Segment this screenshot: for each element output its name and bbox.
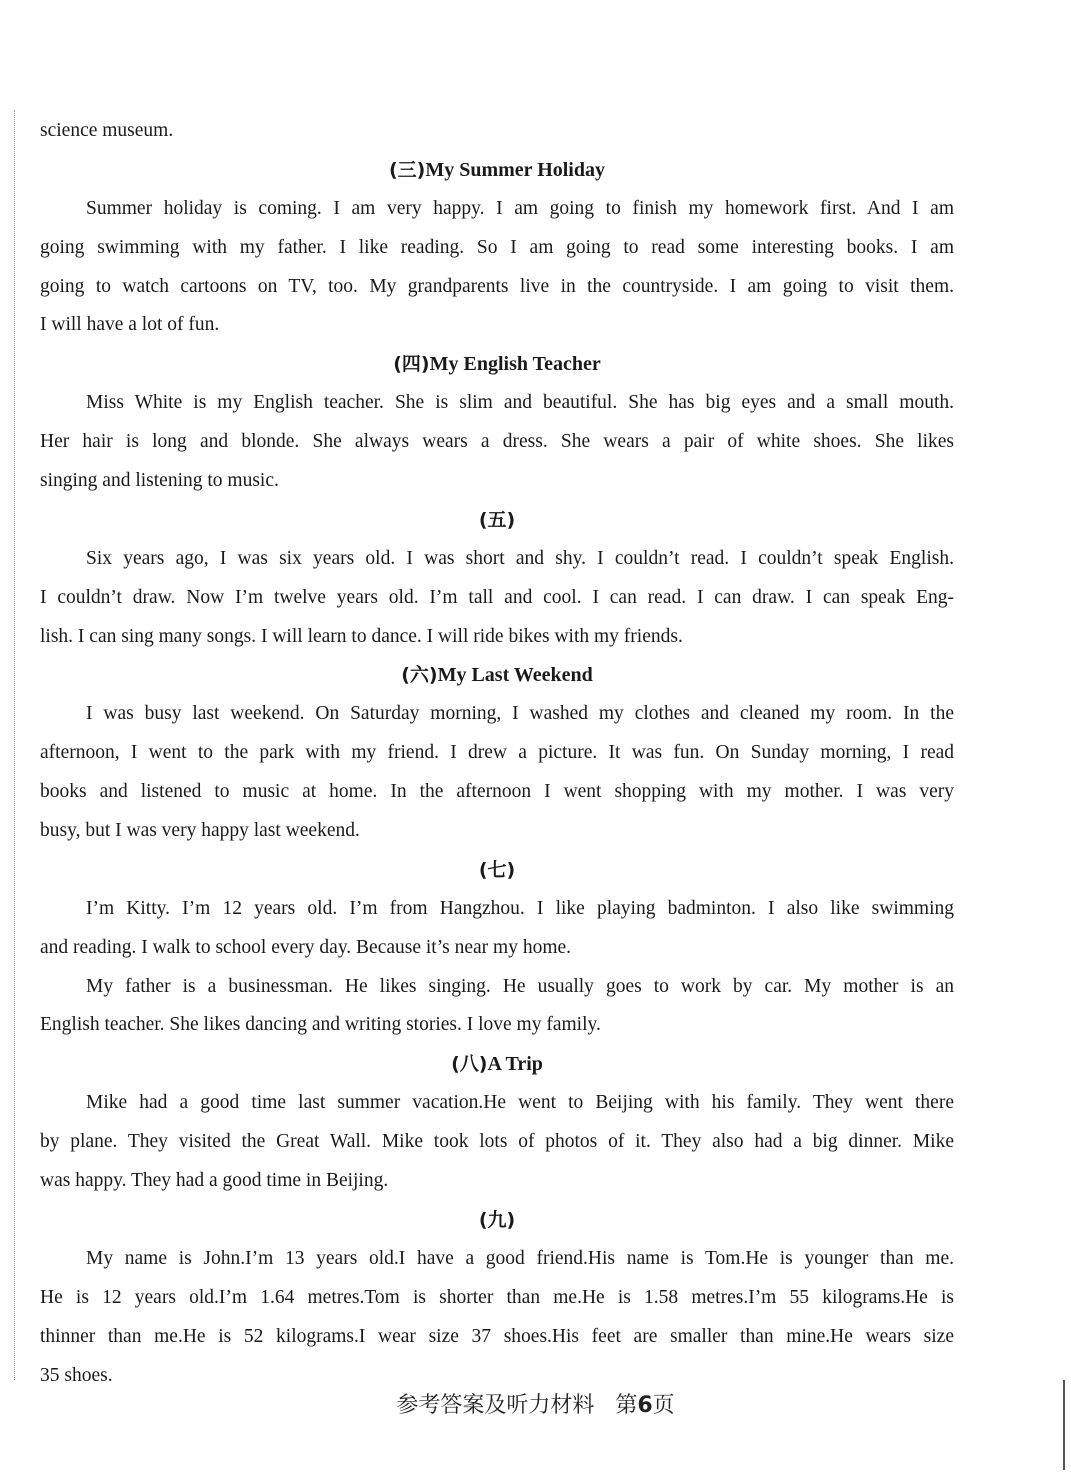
- paragraph-line: afternoon, I went to the park with my friend. I drew a picture. It was fun. On Sunday morning, I read: [40, 742, 954, 764]
- paragraph-line: My name is John.I’m 13 years old.I have a good friend.His name is Tom.He is younger than me.: [86, 1247, 954, 1269]
- section-number: (五): [478, 508, 516, 531]
- section-number: (三): [388, 158, 426, 181]
- paragraph-line: I was busy last weekend. On Saturday morning, I washed my clothes and cleaned my room. In the: [86, 703, 954, 725]
- section-title: My Last Weekend: [437, 664, 593, 687]
- section-number: (四): [393, 353, 430, 376]
- paragraph-line: I will have a lot of fun.: [40, 314, 220, 336]
- footer-page-suffix: 页: [652, 1393, 675, 1418]
- paragraph-line: going to watch cartoons on TV, too. My grandparents live in the countryside. I am going to visit them.: [40, 275, 954, 297]
- paragraph-line: Mike had a good time last summer vacation.He went to Beijing with his family. They went there: [86, 1092, 954, 1114]
- paragraph-line: Her hair is long and blonde. She always wears a dress. She wears a pair of white shoes. She likes: [40, 431, 954, 453]
- section-number: (九): [478, 1208, 516, 1231]
- section-number: (六): [401, 664, 438, 687]
- section-heading: [40, 1201, 954, 1240]
- paragraph-line: thinner than me.He is 52 kilograms.I wear size 37 shoes.His feet are smaller than mine.He wears size: [40, 1325, 954, 1347]
- section-heading: [40, 1045, 954, 1084]
- footer-page-number: 6: [637, 1393, 653, 1418]
- section-heading: [40, 151, 954, 190]
- section-heading: [40, 851, 954, 890]
- paragraph-line: was happy. They had a good time in Beijing.: [40, 1170, 389, 1192]
- left-margin-rule: [14, 110, 15, 1380]
- paragraph-line: He is 12 years old.I’m 1.64 metres.Tom is shorter than me.He is 1.58 metres.I’m 55 kilograms.He is: [40, 1286, 954, 1308]
- paragraph-line: 35 shoes.: [40, 1364, 113, 1386]
- section-title: My English Teacher: [429, 353, 601, 376]
- answer-text-body: [40, 112, 954, 1395]
- paragraph-line: My father is a businessman. He likes singing. He usually goes to work by car. My mother is an: [86, 975, 954, 997]
- paragraph-line: Six years ago, I was six years old. I was short and shy. I couldn’t read. I couldn’t speak English.: [86, 547, 954, 569]
- paragraph-line: I couldn’t draw. Now I’m twelve years old. I’m tall and cool. I can read. I can draw. I can speak Eng-: [40, 586, 954, 608]
- footer-label: 参考答案及听力材料: [396, 1393, 595, 1418]
- paragraph-line: books and listened to music at home. In the afternoon I went shopping with my mother. I was very: [40, 781, 954, 803]
- footer-page-prefix: 第: [615, 1393, 638, 1418]
- section-title: My Summer Holiday: [425, 158, 605, 181]
- page-footer: [0, 1388, 1071, 1419]
- paragraph-line: Miss White is my English teacher. She is slim and beautiful. She has big eyes and a small mouth.: [86, 392, 954, 414]
- paragraph-line: singing and listening to music.: [40, 470, 279, 492]
- paragraph-line: Summer holiday is coming. I am very happy. I am going to finish my homework first. And I am: [86, 197, 954, 219]
- section-heading: [40, 345, 954, 384]
- paragraph-line: going swimming with my father. I like reading. So I am going to read some interesting books. I am: [40, 236, 954, 258]
- paragraph-line: I’m Kitty. I’m 12 years old. I’m from Hangzhou. I like playing badminton. I also like swimming: [86, 897, 954, 919]
- section-number: (七): [478, 858, 516, 881]
- paragraph-line: busy, but I was very happy last weekend.: [40, 820, 360, 842]
- section-number: (八): [451, 1053, 488, 1076]
- section-heading: [40, 501, 954, 540]
- paragraph-line: by plane. They visited the Great Wall. Mike took lots of photos of it. They also had a big dinner. Mike: [40, 1131, 954, 1153]
- paragraph-line: and reading. I walk to school every day. Because it’s near my home.: [40, 936, 572, 958]
- paragraph-line: lish. I can sing many songs. I will learn to dance. I will ride bikes with my friends.: [40, 625, 683, 647]
- paragraph-line: English teacher. She likes dancing and writing stories. I love my family.: [40, 1014, 601, 1036]
- section-heading: [40, 656, 954, 695]
- intro-tail-line: science museum.: [40, 120, 174, 141]
- section-title: A Trip: [487, 1053, 543, 1076]
